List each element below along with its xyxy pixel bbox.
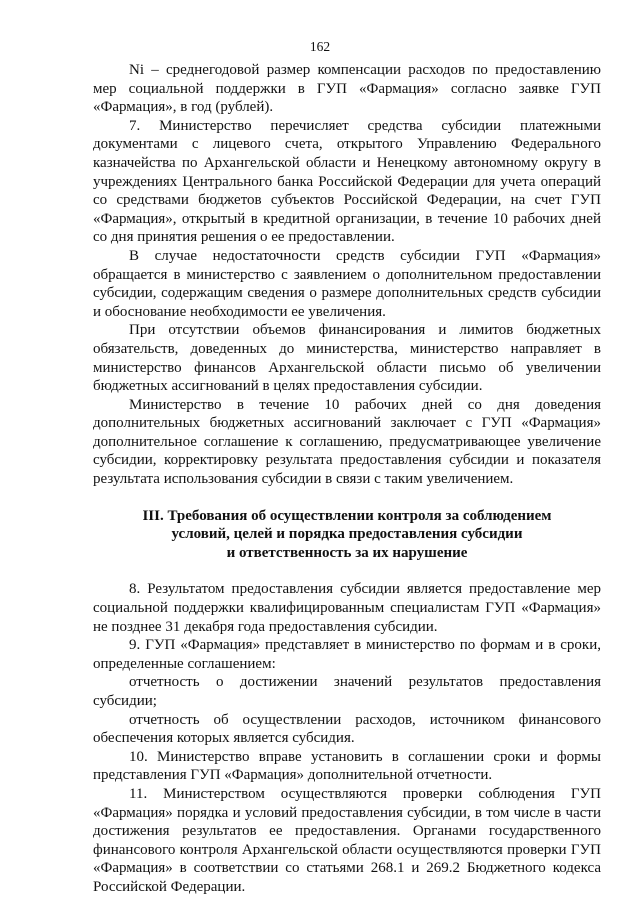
document-body [93, 61, 601, 897]
paragraph-ni-definition: Ni – среднегодовой размер компенсации расходов по предоставлению мер социальной поддержки в ГУП «Фармация» согласно заявке ГУП «Фармация», в год (рублей). [93, 62, 601, 116]
section-heading-line-3: и ответственность за их нарушение [226, 544, 468, 561]
paragraph-9-item-2: отчетность об осуществлении расходов, источником финансового обеспечения которых является субсидия. [93, 711, 601, 747]
paragraph-additional-agreement: Министерство в течение 10 рабочих дней со дня доведения дополнительных бюджетных ассигнований заключает с ГУП «Фармация» дополнительное соглашение к соглашению, предусматривающее увеличение субсидии, корректировку результата предоставления субсидии и показателя результата использования субсидии в связи с таким увеличением. [93, 396, 601, 488]
section-heading-line-2: условий, целей и порядка предоставления субсидии [171, 526, 523, 543]
paragraph-9: 9. ГУП «Фармация» представляет в министерство по формам и в сроки, определенные соглашением: [93, 637, 601, 672]
page-number: 162 [309, 39, 331, 54]
section-heading-line-1: III. Требования об осуществлении контроля за соблюдением [142, 507, 552, 524]
paragraph-insufficient-funds: В случае недостаточности средств субсидии ГУП «Фармация» обращается в министерство с заявлением о дополнительном предоставлении субсидии, содержащим сведения о размере дополнительных средств субсидии и обоснование необходимости ее увеличения. [93, 247, 601, 320]
section-heading-3 [93, 507, 601, 563]
paragraph-11: 11. Министерством осуществляются проверки соблюдения ГУП «Фармация» порядка и условий предоставления субсидии, в том числе в части достижения результатов ее предоставления. Органами государственного финансового контроля Архангельской области осуществляются проверки ГУП «Фармация» в соответствии со статьями 268.1 и 269.2 Бюджетного кодекса Российской Федерации. [93, 785, 601, 895]
paragraph-no-financing: При отсутствии объемов финансирования и лимитов бюджетных обязательств, доведенных до министерства, министерство направляет в министерство финансов Архангельской области письмо об увеличении бюджетных ассигнований в целях предоставления субсидии. [93, 322, 601, 395]
paragraph-9-item-1: отчетность о достижении значений результатов предоставления субсидии; [93, 674, 601, 709]
paragraph-8: 8. Результатом предоставления субсидии является предоставление мер социальной поддержки квалифицированным специалистам ГУП «Фармация» не позднее 31 декабря года предоставления субсидии. [93, 581, 601, 635]
paragraph-10: 10. Министерство вправе установить в соглашении сроки и формы представления ГУП «Фармация» дополнительной отчетности. [93, 748, 601, 784]
paragraph-7: 7. Министерство перечисляет средства субсидии платежными документами с лицевого счета, открытого Управлению Федерального казначейства по Архангельской области и Ненецкому автономному округу в учреждениях Центрального банка Российской Федерации для учета операций со средствами бюджетов субъектов Российской Федерации, на счет ГУП «Фармация», открытый в кредитной организации, в течение 10 рабочих дней со дня принятия решения о ее предоставлении. [93, 117, 601, 246]
